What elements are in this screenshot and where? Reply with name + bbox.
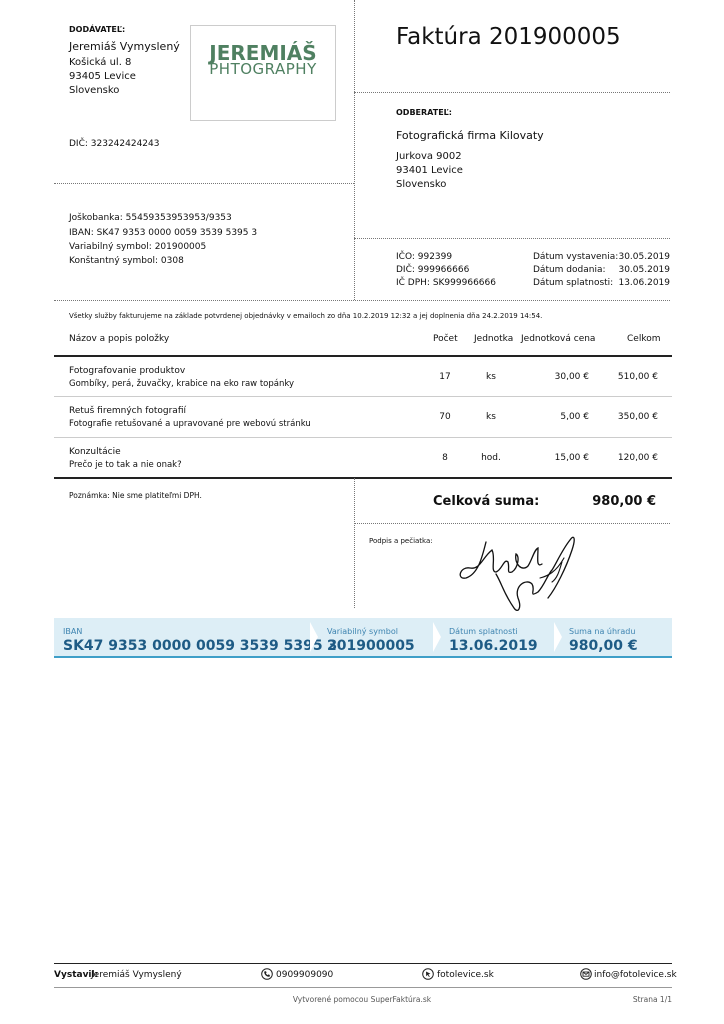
item-description: Prečo je to tak a nie onak?	[69, 460, 182, 470]
pay-separator	[554, 622, 562, 652]
footer-phone: 0909909090	[276, 970, 334, 980]
pay-iban-label: IBAN	[63, 627, 83, 636]
supplier-constant-symbol: Konštantný symbol: 0308	[69, 256, 184, 266]
order-note: Všetky služby fakturujeme na základe potvrdenej objednávky v emailoch zo dňa 10.2.2019 12:32 a jej doplnenia dňa 24.2.2019 14:54.	[69, 312, 543, 320]
total-value: 980,00 €	[592, 494, 656, 509]
issued-by-name: Jeremiáš Vymyslený	[91, 970, 182, 980]
supplier-name: Jeremiáš Vymyslený	[69, 40, 180, 53]
vertical-divider-top	[354, 0, 355, 300]
item-unit: hod.	[481, 453, 501, 463]
item-total: 510,00 €	[617, 372, 658, 382]
email-icon	[580, 968, 592, 980]
item-description: Gombíky, perá, žuvačky, krabice na eko raw topánky	[69, 379, 294, 389]
date-issued-value: 30.05.2019	[618, 252, 670, 262]
signature-image	[452, 528, 592, 618]
supplier-dic: DIČ: 323242424243	[69, 139, 160, 149]
item-name: Fotografovanie produktov	[69, 366, 186, 376]
table-bottom-rule	[54, 477, 672, 479]
col-header-unit: Jednotka	[474, 334, 514, 344]
customer-country: Slovensko	[396, 179, 447, 190]
page-number: Strana 1/1	[632, 995, 672, 1004]
pay-due-label: Dátum splatnosti	[449, 627, 518, 636]
row-divider	[54, 396, 672, 397]
footer-email[interactable]: info@fotolevice.sk	[594, 970, 677, 980]
item-name: Konzultácie	[69, 447, 121, 457]
item-total: 120,00 €	[617, 453, 658, 463]
pay-vs-label: Variabilný symbol	[327, 627, 398, 636]
customer-city: 93401 Levice	[396, 165, 463, 176]
issued-by-label: Vystavil:	[54, 970, 99, 980]
item-qty: 8	[442, 453, 448, 463]
payment-bar	[54, 618, 672, 658]
item-price: 5,00 €	[560, 412, 589, 422]
vertical-divider-bottom	[354, 478, 355, 608]
item-name: Retuš firemných fotografií	[69, 406, 186, 416]
customer-dic: DIČ: 999966666	[396, 265, 470, 275]
customer-icdph: IČ DPH: SK999966666	[396, 278, 496, 288]
col-header-qty: Počet	[433, 334, 458, 344]
remark: Poznámka: Nie sme platiteľmi DPH.	[69, 491, 202, 500]
supplier-variable-symbol: Variabilný symbol: 201900005	[69, 242, 207, 252]
logo-text-top: JEREMIÁŠ	[209, 41, 317, 65]
date-issued-label: Dátum vystavenia:	[533, 252, 619, 262]
web-icon	[422, 968, 434, 980]
date-delivery-value: 30.05.2019	[618, 265, 670, 275]
date-delivery-label: Dátum dodania:	[533, 265, 606, 275]
customer-name: Fotografická firma Kilovaty	[396, 129, 544, 142]
signature-label: Podpis a pečiatka:	[369, 537, 433, 545]
pay-sum-label: Suma na úhradu	[569, 627, 636, 636]
supplier-street: Košická ul. 8	[69, 57, 132, 68]
divider-supplier-bank	[54, 183, 354, 184]
item-price: 15,00 €	[554, 453, 589, 463]
supplier-label: DODÁVATEĽ:	[69, 25, 126, 34]
supplier-iban: IBAN: SK47 9353 0000 0059 3539 5395 3	[69, 228, 258, 238]
pay-separator	[433, 622, 441, 652]
date-due-label: Dátum splatnosti:	[533, 278, 614, 288]
divider-header-note	[54, 300, 670, 301]
supplier-country: Slovensko	[69, 85, 120, 96]
supplier-bank: Joškobanka: 55459353953953/9353	[69, 213, 232, 223]
divider-total-signature	[354, 523, 670, 524]
divider-customer-ids	[354, 238, 670, 239]
item-unit: ks	[486, 372, 496, 382]
divider-title-customer	[354, 92, 670, 93]
pay-separator	[310, 622, 318, 652]
item-description: Fotografie retušované a upravované pre webovú stránku	[69, 419, 311, 429]
customer-street: Jurkova 9002	[396, 151, 462, 162]
item-qty: 17	[439, 372, 451, 382]
table-header-rule	[54, 355, 672, 357]
footer-top-rule	[54, 963, 672, 964]
generated-by: Vytvorené pomocou SuperFaktúra.sk	[292, 995, 432, 1004]
col-header-price: Jednotková cena	[521, 334, 596, 344]
col-header-total: Celkom	[627, 334, 661, 344]
item-qty: 70	[439, 412, 451, 422]
date-due-value: 13.06.2019	[618, 278, 670, 288]
customer-label: ODBERATEĽ:	[396, 108, 452, 117]
total-label: Celková suma:	[433, 494, 540, 509]
footer-bottom-rule	[54, 987, 672, 988]
pay-vs-value: 201900005	[327, 638, 415, 654]
pay-iban-value: SK47 9353 0000 0059 3539 5395 3	[63, 638, 338, 654]
pay-due-value: 13.06.2019	[449, 638, 538, 654]
invoice-title: Faktúra 201900005	[396, 24, 621, 50]
item-price: 30,00 €	[554, 372, 589, 382]
item-unit: ks	[486, 412, 496, 422]
phone-icon	[261, 968, 273, 980]
customer-ico: IČO: 992399	[396, 252, 453, 262]
item-total: 350,00 €	[617, 412, 658, 422]
col-header-name: Názov a popis položky	[69, 334, 170, 344]
supplier-city: 93405 Levice	[69, 71, 136, 82]
row-divider	[54, 437, 672, 438]
logo-text-bottom: PHTOGRAPHY	[209, 60, 317, 78]
company-logo	[190, 25, 336, 121]
pay-sum-value: 980,00 €	[569, 638, 638, 654]
footer-web[interactable]: fotolevice.sk	[437, 970, 494, 980]
